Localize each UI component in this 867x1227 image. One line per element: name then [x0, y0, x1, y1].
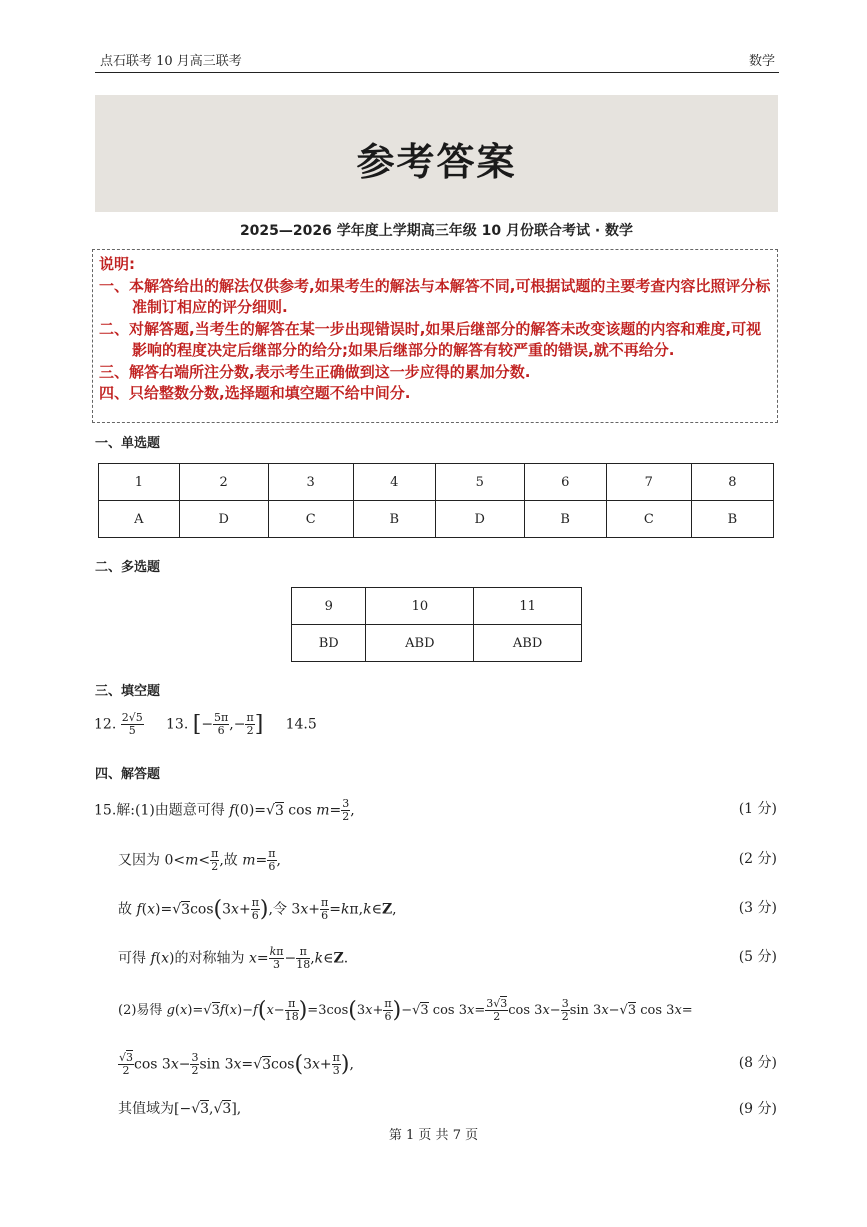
answer-cell: ABD	[474, 625, 582, 662]
answer-cell: A	[99, 501, 180, 538]
question-number: 7	[606, 464, 691, 501]
answer-cell: B	[524, 501, 606, 538]
score-points: (9 分)	[738, 1101, 777, 1117]
answer-cell: B	[353, 501, 435, 538]
header-exam-name: 点石联考 10 月高三联考	[100, 54, 242, 69]
fill-blank-answers: 12. $\frac{2√5}{5}$ 13. [− $\frac{5\pi}{6}$ ,− $\frac{\pi}{2}$ ] 14.5	[94, 711, 317, 737]
single-choice-table	[98, 463, 774, 538]
question-number: 1	[99, 464, 180, 501]
note-item: 二、对解答题,当考生的解答在某一步出现错误时,如果后继部分的解答未改变该题的内容和难度,可视影响的程度决定后继部分的给分;如果后继部分的解答有较严重的错误,就不再给分.	[99, 319, 762, 359]
header-divider	[95, 72, 779, 73]
answer-cell: D	[179, 501, 268, 538]
q13-lower: $\frac{5\pi}{6}$	[214, 711, 229, 737]
question-number: 11	[474, 588, 582, 625]
note-item: 三、解答右端所注分数,表示考生正确做到这一步应得的累加分数.	[99, 362, 531, 381]
page-footer: 第 1 页 共 7 页	[388, 1128, 479, 1143]
q13-label: 13.	[166, 716, 189, 733]
section-multi-choice: 二、多选题	[95, 560, 161, 575]
title-banner	[95, 95, 778, 212]
score-points: (5 分)	[738, 949, 777, 965]
question-number: 10	[366, 588, 474, 625]
question-number: 8	[691, 464, 773, 501]
table-row	[292, 625, 582, 662]
question-number: 9	[292, 588, 366, 625]
grading-notes	[92, 249, 778, 423]
exam-subtitle: 2025—2026 学年度上学期高三年级 10 月份联合考试 · 数学	[239, 223, 634, 239]
score-points: (1 分)	[738, 801, 777, 817]
notes-heading: 说明:	[99, 255, 135, 273]
note-item: 一、本解答给出的解法仅供参考,如果考生的解法与本解答不同,可根据试题的主要考查内容比照评分标准制订相应的评分细则.	[99, 276, 771, 316]
note-item: 四、只给整数分数,选择题和填空题不给中间分.	[99, 384, 411, 402]
answer-cell: D	[435, 501, 524, 538]
section-fill-blank: 三、填空题	[95, 684, 161, 699]
multi-choice-table	[291, 587, 582, 662]
table-row	[99, 464, 774, 501]
answer-cell: C	[268, 501, 353, 538]
answer-cell: ABD	[366, 625, 474, 662]
question-number: 3	[268, 464, 353, 501]
q12-label: 12.	[94, 716, 117, 733]
page-title: 参考答案	[356, 139, 517, 184]
question-number: 2	[179, 464, 268, 501]
question-number: 5	[435, 464, 524, 501]
section-solutions: 四、解答题	[95, 767, 161, 782]
q12-answer: $\frac{2√5}{5}$	[121, 711, 143, 737]
question-number: 4	[353, 464, 435, 501]
score-points: (3 分)	[738, 900, 777, 916]
table-row	[292, 588, 582, 625]
table-row	[99, 501, 774, 538]
answer-cell: BD	[292, 625, 366, 662]
score-points: (2 分)	[738, 851, 777, 867]
answer-cell: C	[606, 501, 691, 538]
q14-answer: 14.5	[285, 716, 317, 733]
header-subject: 数学	[748, 54, 775, 69]
score-points: (8 分)	[738, 1055, 777, 1071]
section-single-choice: 一、单选题	[95, 436, 161, 451]
q13-upper: $\frac{\pi}{2}$	[246, 711, 254, 737]
question-number: 6	[524, 464, 606, 501]
answer-cell: B	[691, 501, 773, 538]
